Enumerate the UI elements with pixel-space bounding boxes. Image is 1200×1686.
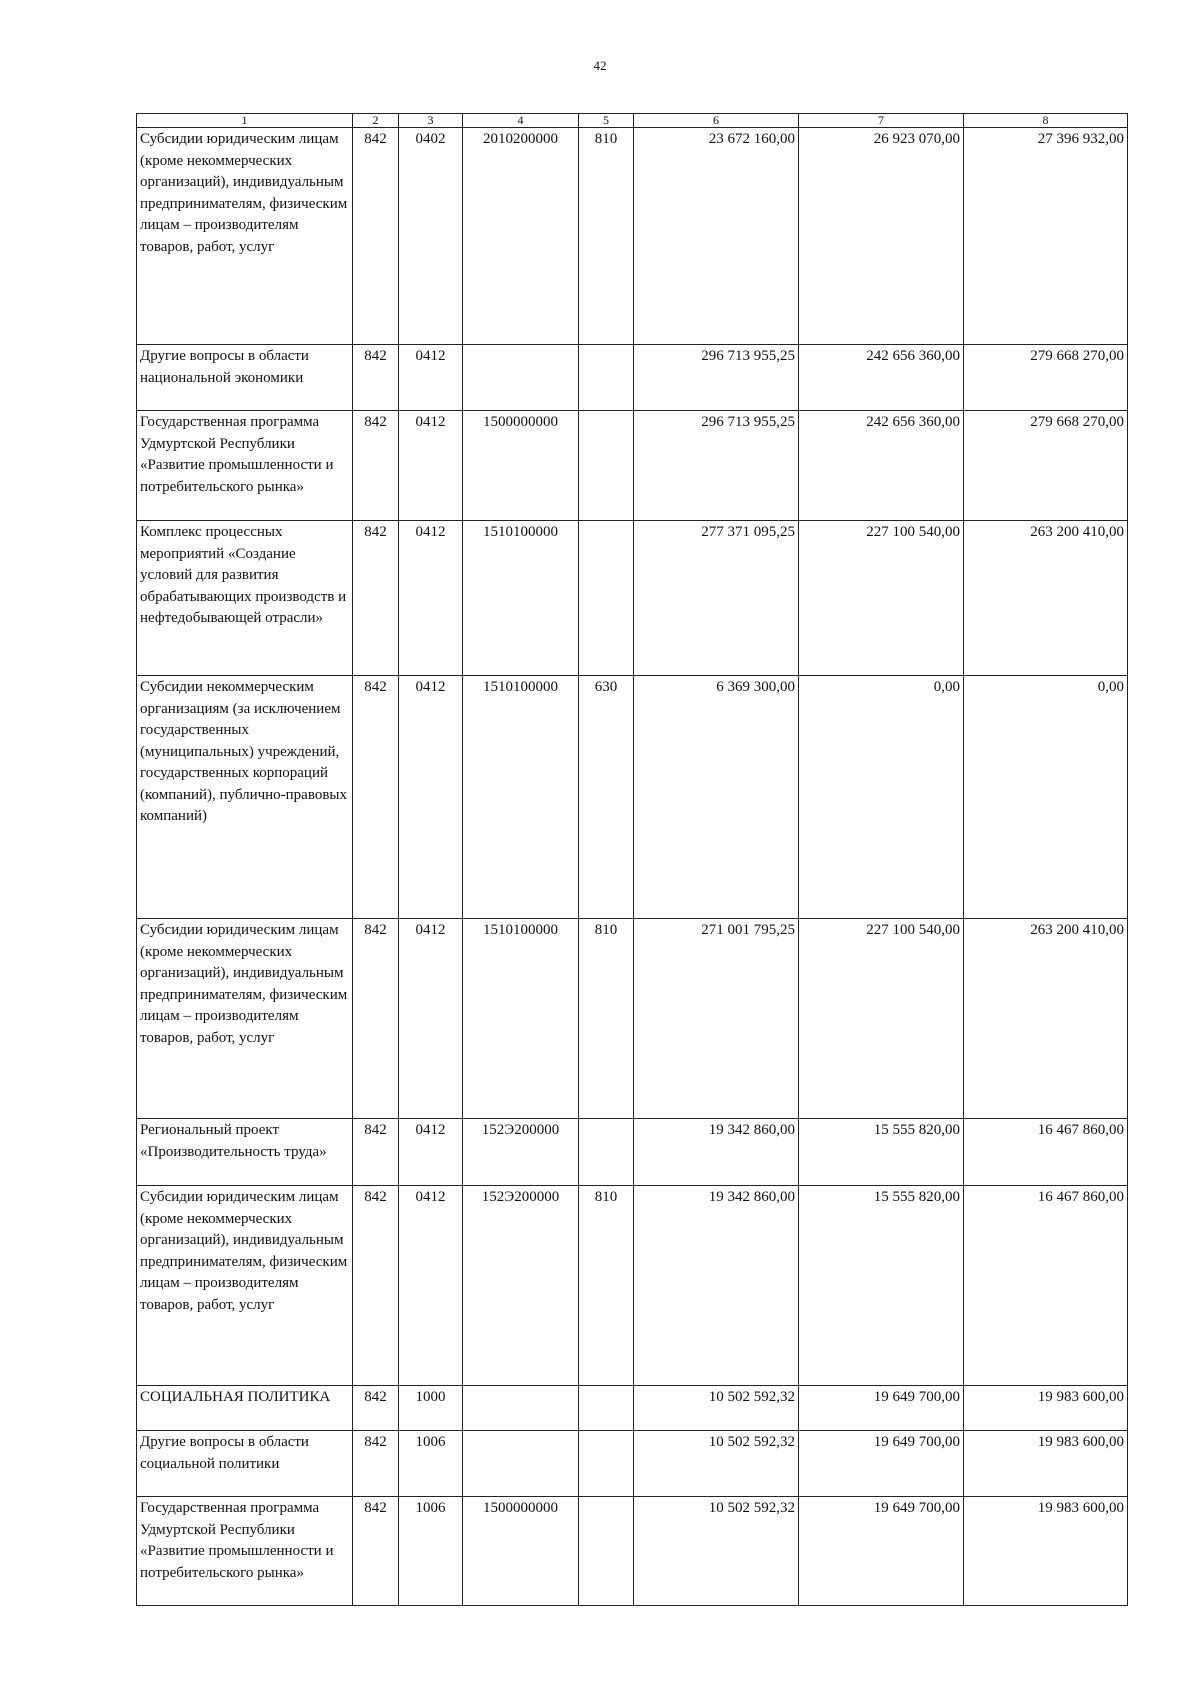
expense-type-code <box>579 1431 634 1497</box>
column-number: 7 <box>799 114 964 128</box>
grbs-code: 842 <box>353 128 399 345</box>
target-code: 1510100000 <box>463 521 579 676</box>
column-number-row <box>137 114 1128 128</box>
amount-col7: 0,00 <box>799 676 964 919</box>
amount-col6: 10 502 592,32 <box>634 1386 799 1431</box>
section-code: 0412 <box>399 1186 463 1386</box>
table-row <box>137 1431 1128 1497</box>
amount-col7: 15 555 820,00 <box>799 1119 964 1186</box>
amount-col7: 242 656 360,00 <box>799 345 964 411</box>
amount-col6: 277 371 095,25 <box>634 521 799 676</box>
section-code: 1000 <box>399 1386 463 1431</box>
row-name: Государственная программа Удмуртской Республики «Развитие промышленности и потребительского рынка» <box>137 411 353 521</box>
grbs-code: 842 <box>353 1497 399 1606</box>
section-code: 0412 <box>399 345 463 411</box>
section-code: 1006 <box>399 1431 463 1497</box>
column-number: 6 <box>634 114 799 128</box>
grbs-code: 842 <box>353 1386 399 1431</box>
amount-col7: 15 555 820,00 <box>799 1186 964 1386</box>
table-row <box>137 1386 1128 1431</box>
column-number: 5 <box>579 114 634 128</box>
target-code <box>463 1431 579 1497</box>
row-name: Субсидии юридическим лицам (кроме некоммерческих организаций), индивидуальным предпринимателям, физическим лицам – производителям товаров, работ, услуг <box>137 1186 353 1386</box>
column-number: 4 <box>463 114 579 128</box>
amount-col8: 27 396 932,00 <box>964 128 1128 345</box>
amount-col6: 296 713 955,25 <box>634 345 799 411</box>
expense-type-code: 630 <box>579 676 634 919</box>
table-row <box>137 411 1128 521</box>
grbs-code: 842 <box>353 521 399 676</box>
expense-type-code <box>579 1497 634 1606</box>
expense-type-code <box>579 411 634 521</box>
row-name: Субсидии юридическим лицам (кроме некоммерческих организаций), индивидуальным предпринимателям, физическим лицам – производителям товаров, работ, услуг <box>137 128 353 345</box>
grbs-code: 842 <box>353 1186 399 1386</box>
grbs-code: 842 <box>353 919 399 1119</box>
expense-type-code: 810 <box>579 919 634 1119</box>
budget-table <box>136 113 1128 1606</box>
expense-type-code <box>579 1386 634 1431</box>
row-name: Комплекс процессных мероприятий «Создание условий для развития обрабатывающих производств и нефтедобывающей отрасли» <box>137 521 353 676</box>
column-number: 1 <box>137 114 353 128</box>
amount-col8: 16 467 860,00 <box>964 1119 1128 1186</box>
section-code: 0412 <box>399 1119 463 1186</box>
amount-col7: 227 100 540,00 <box>799 919 964 1119</box>
table-row <box>137 128 1128 345</box>
row-name: Субсидии юридическим лицам (кроме некоммерческих организаций), индивидуальным предпринимателям, физическим лицам – производителям товаров, работ, услуг <box>137 919 353 1119</box>
table-row <box>137 676 1128 919</box>
row-name: Государственная программа Удмуртской Республики «Развитие промышленности и потребительского рынка» <box>137 1497 353 1606</box>
table-row <box>137 521 1128 676</box>
expense-type-code <box>579 345 634 411</box>
column-number: 2 <box>353 114 399 128</box>
section-code: 0412 <box>399 919 463 1119</box>
grbs-code: 842 <box>353 676 399 919</box>
amount-col6: 23 672 160,00 <box>634 128 799 345</box>
row-name: Субсидии некоммерческим организациям (за исключением государственных (муниципальных) учреждений, государственных корпораций (компаний), публично-правовых компаний) <box>137 676 353 919</box>
table-row <box>137 345 1128 411</box>
page-number: 42 <box>593 58 607 73</box>
amount-col7: 26 923 070,00 <box>799 128 964 345</box>
target-code <box>463 345 579 411</box>
target-code: 1510100000 <box>463 919 579 1119</box>
expense-type-code: 810 <box>579 128 634 345</box>
amount-col7: 242 656 360,00 <box>799 411 964 521</box>
section-code: 0412 <box>399 411 463 521</box>
amount-col7: 19 649 700,00 <box>799 1386 964 1431</box>
column-number: 3 <box>399 114 463 128</box>
row-name: Региональный проект «Производительность труда» <box>137 1119 353 1186</box>
row-name: Другие вопросы в области национальной экономики <box>137 345 353 411</box>
amount-col8: 16 467 860,00 <box>964 1186 1128 1386</box>
amount-col6: 19 342 860,00 <box>634 1186 799 1386</box>
target-code <box>463 1386 579 1431</box>
amount-col8: 279 668 270,00 <box>964 411 1128 521</box>
amount-col7: 19 649 700,00 <box>799 1431 964 1497</box>
section-code: 0412 <box>399 676 463 919</box>
table-row <box>137 1186 1128 1386</box>
table-row <box>137 1497 1128 1606</box>
column-number: 8 <box>964 114 1128 128</box>
table-row <box>137 1119 1128 1186</box>
amount-col6: 19 342 860,00 <box>634 1119 799 1186</box>
row-name: Другие вопросы в области социальной политики <box>137 1431 353 1497</box>
amount-col8: 19 983 600,00 <box>964 1497 1128 1606</box>
amount-col8: 279 668 270,00 <box>964 345 1128 411</box>
target-code: 1510100000 <box>463 676 579 919</box>
section-code: 0412 <box>399 521 463 676</box>
grbs-code: 842 <box>353 345 399 411</box>
target-code: 2010200000 <box>463 128 579 345</box>
amount-col8: 19 983 600,00 <box>964 1431 1128 1497</box>
amount-col6: 271 001 795,25 <box>634 919 799 1119</box>
amount-col8: 19 983 600,00 <box>964 1386 1128 1431</box>
row-name: СОЦИАЛЬНАЯ ПОЛИТИКА <box>137 1386 353 1431</box>
amount-col6: 10 502 592,32 <box>634 1431 799 1497</box>
grbs-code: 842 <box>353 411 399 521</box>
expense-type-code <box>579 521 634 676</box>
grbs-code: 842 <box>353 1119 399 1186</box>
target-code: 152Э200000 <box>463 1186 579 1386</box>
table-row <box>137 919 1128 1119</box>
section-code: 0402 <box>399 128 463 345</box>
section-code: 1006 <box>399 1497 463 1606</box>
amount-col7: 19 649 700,00 <box>799 1497 964 1606</box>
amount-col7: 227 100 540,00 <box>799 521 964 676</box>
amount-col6: 6 369 300,00 <box>634 676 799 919</box>
target-code: 152Э200000 <box>463 1119 579 1186</box>
amount-col8: 263 200 410,00 <box>964 919 1128 1119</box>
amount-col8: 263 200 410,00 <box>964 521 1128 676</box>
expense-type-code <box>579 1119 634 1186</box>
amount-col6: 10 502 592,32 <box>634 1497 799 1606</box>
amount-col8: 0,00 <box>964 676 1128 919</box>
expense-type-code: 810 <box>579 1186 634 1386</box>
amount-col6: 296 713 955,25 <box>634 411 799 521</box>
target-code: 1500000000 <box>463 1497 579 1606</box>
target-code: 1500000000 <box>463 411 579 521</box>
grbs-code: 842 <box>353 1431 399 1497</box>
